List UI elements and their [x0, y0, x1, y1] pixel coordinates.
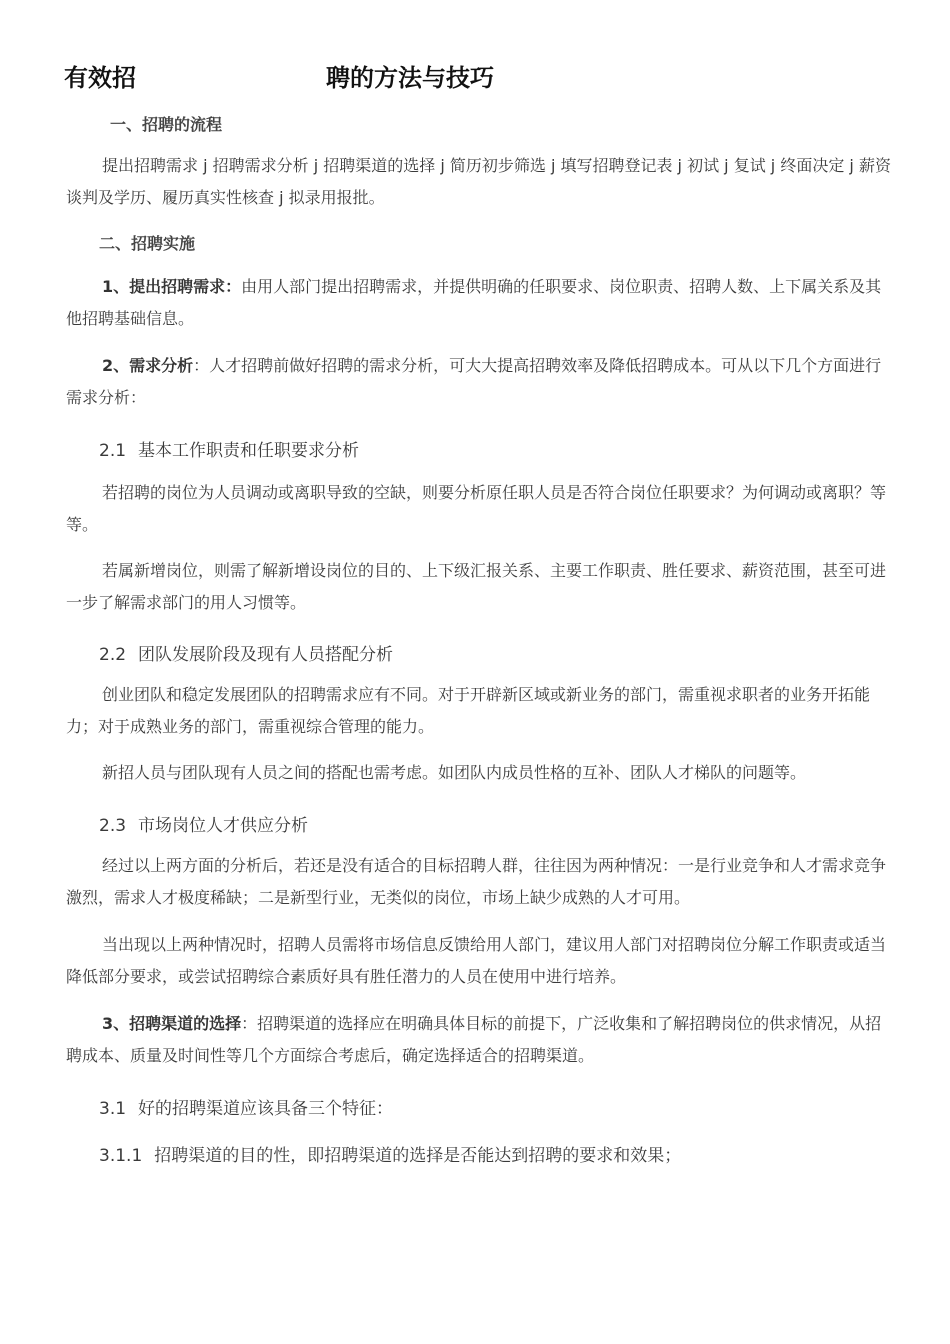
paragraph-2-3-a: 经过以上两方面的分析后，若还是没有适合的目标招聘人群，往往因为两种情况：一是行业竞争和人才需求竞争激烈，需求人才极度稀缺；二是新型行业，无类似的岗位，市场上缺少成熟的人才可用。 — [66, 856, 887, 907]
subheading-2-1 — [99, 436, 359, 461]
paragraph-body: ：招聘渠道的选择应在明确具体目标的前提下，广泛收集和了解招聘岗位的供求情况，从招聘成本、质量及时间性等几个方面综合考虑后，确定选择适合的招聘渠道。 — [66, 1014, 882, 1065]
subheading-2-3 — [99, 811, 308, 836]
paragraph-2-2-a: 创业团队和稳定发展团队的招聘需求应有不同。对于开辟新区域或新业务的部门，需重视求职者的业务开拓能力；对于成熟业务的部门，需重视综合管理的能力。 — [66, 685, 871, 736]
subheading-number: 2.2 — [99, 645, 127, 665]
subheading-number: 2.3 — [99, 816, 127, 836]
subheading-text: 基本工作职责和任职要求分析 — [138, 441, 360, 461]
subheading-3-1 — [99, 1094, 393, 1119]
paragraph-2-1-a: 若招聘的岗位为人员调动或离职导致的空缺，则要分析原任职人员是否符合岗位任职要求？为何调动或离职？等等。 — [66, 483, 887, 534]
subheading-text: 好的招聘渠道应该具备三个特征： — [138, 1099, 394, 1119]
paragraph-demand-analysis — [66, 350, 896, 414]
subheading-number: 2.1 — [99, 441, 127, 461]
paragraph-2-2-b: 新招人员与团队现有人员之间的搭配也需考虑。如团队内成员性格的互补、团队人才梯队的问题等。 — [102, 763, 807, 782]
process-paragraph: 提出招聘需求 j 招聘需求分析 j 招聘渠道的选择 j 简历初步筛选 j 填写招聘登记表 j 初试 j 复试 j 终面决定 j 薪资谈判及学历、履历真实性核查 j 拟录用报批。 — [66, 156, 891, 207]
subheading-number: 3.1.1 — [99, 1146, 143, 1166]
paragraph-channel-selection — [66, 1008, 896, 1072]
title-part-2: 聘的方法与技巧 — [326, 64, 494, 92]
paragraph-lead: 3、招聘渠道的选择 — [102, 1014, 242, 1033]
subheading-text: 市场岗位人才供应分析 — [138, 816, 309, 836]
paragraph-lead: 2、需求分析 — [102, 356, 194, 375]
paragraph-raise-demand — [66, 271, 896, 335]
paragraph-2-1-b: 若属新增岗位，则需了解新增设岗位的目的、上下级汇报关系、主要工作职责、胜任要求、薪资范围，甚至可进一步了解需求部门的用人习惯等。 — [66, 561, 887, 612]
paragraph-2-3-b: 当出现以上两种情况时，招聘人员需将市场信息反馈给用人部门，建议用人部门对招聘岗位分解工作职责或适当降低部分要求，或尝试招聘综合素质好具有胜任潜力的人员在使用中进行培养。 — [66, 935, 887, 986]
paragraph-lead: 1、提出招聘需求： — [102, 277, 242, 296]
paragraph-body: 由用人部门提出招聘需求，并提供明确的任职要求、岗位职责、招聘人数、上下属关系及其他招聘基础信息。 — [66, 277, 882, 328]
title-part-1: 有效招 — [64, 64, 136, 92]
subheading-text: 团队发展阶段及现有人员搭配分析 — [138, 645, 394, 665]
paragraph-body: ：人才招聘前做好招聘的需求分析，可大大提高招聘效率及降低招聘成本。可从以下几个方面进行需求分析： — [66, 356, 882, 407]
subheading-3-1-1 — [99, 1141, 681, 1166]
subheading-text: 招聘渠道的目的性，即招聘渠道的选择是否能达到招聘的要求和效果； — [154, 1146, 682, 1166]
page-title — [64, 58, 884, 92]
section-heading-process: 一、招聘的流程 — [110, 115, 223, 134]
subheading-2-2 — [99, 640, 393, 665]
section-heading-implementation: 二、招聘实施 — [99, 234, 196, 253]
subheading-number: 3.1 — [99, 1099, 127, 1119]
